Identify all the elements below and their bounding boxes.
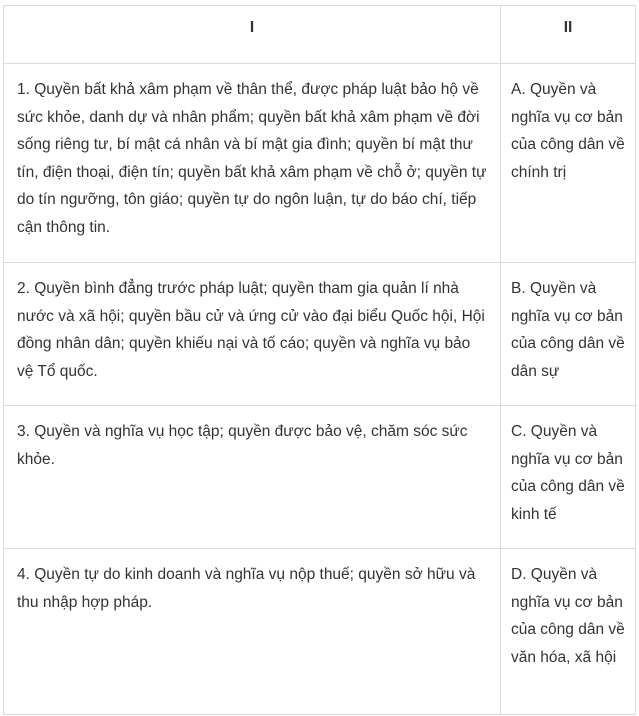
category-c: C. Quyền và nghĩa vụ cơ bản của công dân về kinh tế (501, 406, 636, 549)
column-header-i: I (4, 6, 501, 64)
table-row (4, 263, 636, 406)
rights-item-4: 4. Quyền tự do kinh doanh và nghĩa vụ nộp thuế; quyền sở hữu và thu nhập hợp pháp. (4, 549, 501, 715)
table-row (4, 64, 636, 263)
rights-item-3: 3. Quyền và nghĩa vụ học tập; quyền được bảo vệ, chăm sóc sức khỏe. (4, 406, 501, 549)
table-row (4, 406, 636, 549)
rights-item-1: 1. Quyền bất khả xâm phạm về thân thể, được pháp luật bảo hộ về sức khỏe, danh dự và nhân phẩm; quyền bất khả xâm phạm về đời sống riêng tư, bí mật cá nhân và bí mật gia đình; quyền bí mật thư tín, điện thoại, điện tín; quyền bất khả xâm phạm về chỗ ở; quyền tự do tín ngưỡng, tôn giáo; quyền tự do ngôn luận, tự do báo chí, tiếp cận thông tin. (4, 64, 501, 263)
table-row (4, 549, 636, 715)
category-d: D. Quyền và nghĩa vụ cơ bản của công dân về văn hóa, xã hội (501, 549, 636, 715)
category-a: A. Quyền và nghĩa vụ cơ bản của công dân về chính trị (501, 64, 636, 263)
table-header-row (4, 6, 636, 64)
rights-item-2: 2. Quyền bình đẳng trước pháp luật; quyền tham gia quản lí nhà nước và xã hội; quyền bầu cử và ứng cử vào đại biểu Quốc hội, Hội đồng nhân dân; quyền khiếu nại và tố cáo; quyền và nghĩa vụ bảo vệ Tổ quốc. (4, 263, 501, 406)
column-header-ii: II (501, 6, 636, 64)
category-b: B. Quyền và nghĩa vụ cơ bản của công dân về dân sự (501, 263, 636, 406)
matching-table (3, 5, 636, 715)
